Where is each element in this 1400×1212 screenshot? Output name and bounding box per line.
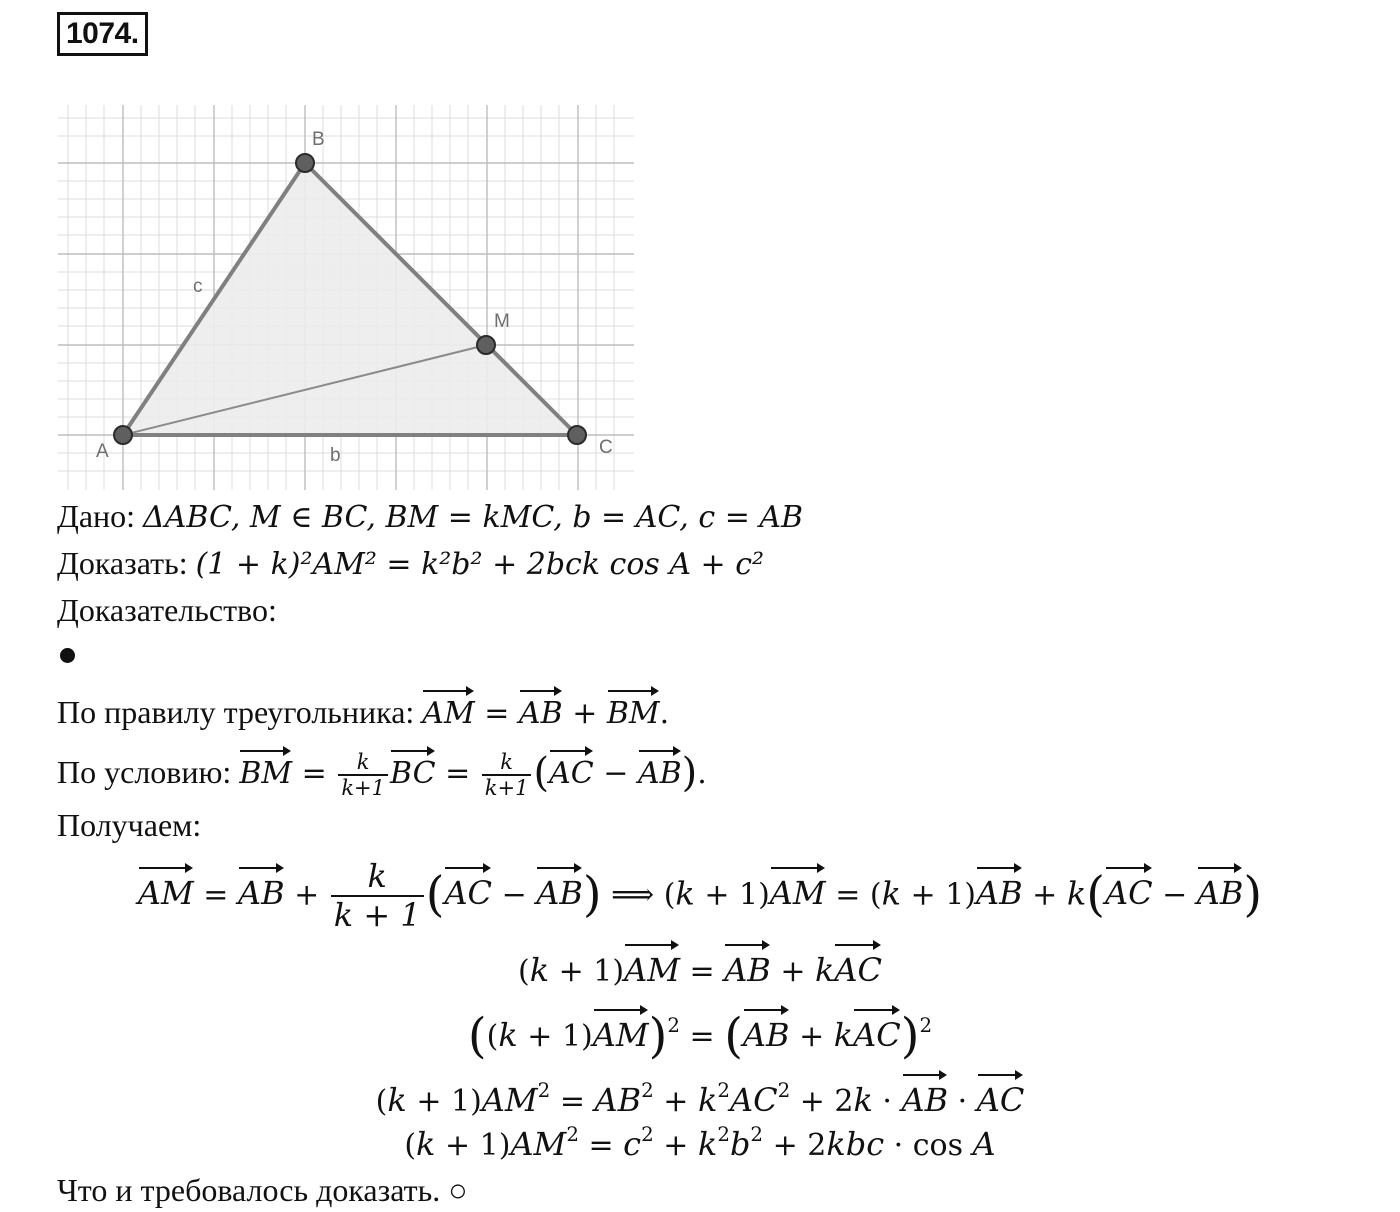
given-line [57, 496, 803, 538]
vector-ab: AB [638, 748, 682, 794]
conclusion-text: Что и требовалось доказать. [57, 1172, 441, 1208]
point-m [477, 336, 495, 354]
to-prove-statement: (1 + k)²AM² = k²b² + 2bck cos A + c² [195, 547, 765, 582]
point-a [114, 426, 132, 444]
label-m: M [494, 311, 510, 332]
triangle-rule-line: По правилу треугольника: AM = AB + BM. [57, 688, 669, 734]
equation-3: $((k + 1)AM)^2 = (AB + kAC)^2$ [467, 1008, 933, 1064]
end-mark: ○ [448, 1172, 468, 1208]
point-b [296, 154, 314, 172]
conclusion-line [57, 1170, 468, 1210]
we-get-label: Получаем: [57, 807, 202, 843]
label-c: C [599, 437, 613, 458]
triangle-rule-label: По правилу треугольника: [57, 694, 415, 730]
condition-line: По условию: BM = $\frac{k}{k+1}$ BC = $\frac{k}{k+1}$ (AC − AB). [57, 749, 707, 800]
equation-5: $(k + 1)AM^2 = c^2 + k^2b^2 + 2kbc \cdot \cos A$ [404, 1123, 996, 1163]
vector-ab: AB [519, 688, 563, 734]
to-prove-line [57, 543, 764, 585]
vector-ac: AC [549, 748, 594, 794]
given-statement: ΔABC, M ∈ BC, BM = kMC, b = AC, c = AB [143, 500, 804, 535]
bullet-marker [60, 648, 75, 663]
label-a: A [96, 441, 109, 462]
vector-bc: BC [390, 748, 436, 794]
equation-4: $(k + 1)AM^2 = AB^2 + k^2AC^2 + 2k$ · AB · AC [0, 1072, 1400, 1124]
vector-bm: BM [607, 688, 660, 734]
equation-1: AM = AB + $\frac{k}{k + 1}$ (AC − AB) ⟹ (k + 1)AM = (k + 1)AB + k(AC − AB) [137, 857, 1263, 934]
condition-label: По условию: [57, 754, 232, 790]
point-c [568, 426, 586, 444]
label-c-side: c [193, 276, 203, 297]
problem-number: 1074. [57, 12, 148, 56]
equation-2: (k + 1)AM = AB + kAC [0, 942, 1400, 994]
proof-label: Доказательство: [57, 592, 277, 628]
given-label: Дано: [57, 498, 136, 534]
to-prove-label: Доказать: [57, 545, 188, 581]
fraction-k-over-k1: $\frac{k}{k+1}$ [338, 750, 388, 800]
label-b-side: b [330, 445, 341, 466]
triangle-figure [58, 105, 634, 490]
fraction-k-over-k1: $\frac{k}{k+1}$ [482, 750, 532, 800]
triangle-fill [123, 163, 577, 435]
fraction-k-over-k1-large: $\frac{k}{k + 1}$ [331, 858, 424, 934]
label-b: B [312, 129, 325, 150]
vector-am: AM [422, 688, 474, 734]
vector-bm: BM [239, 748, 292, 794]
